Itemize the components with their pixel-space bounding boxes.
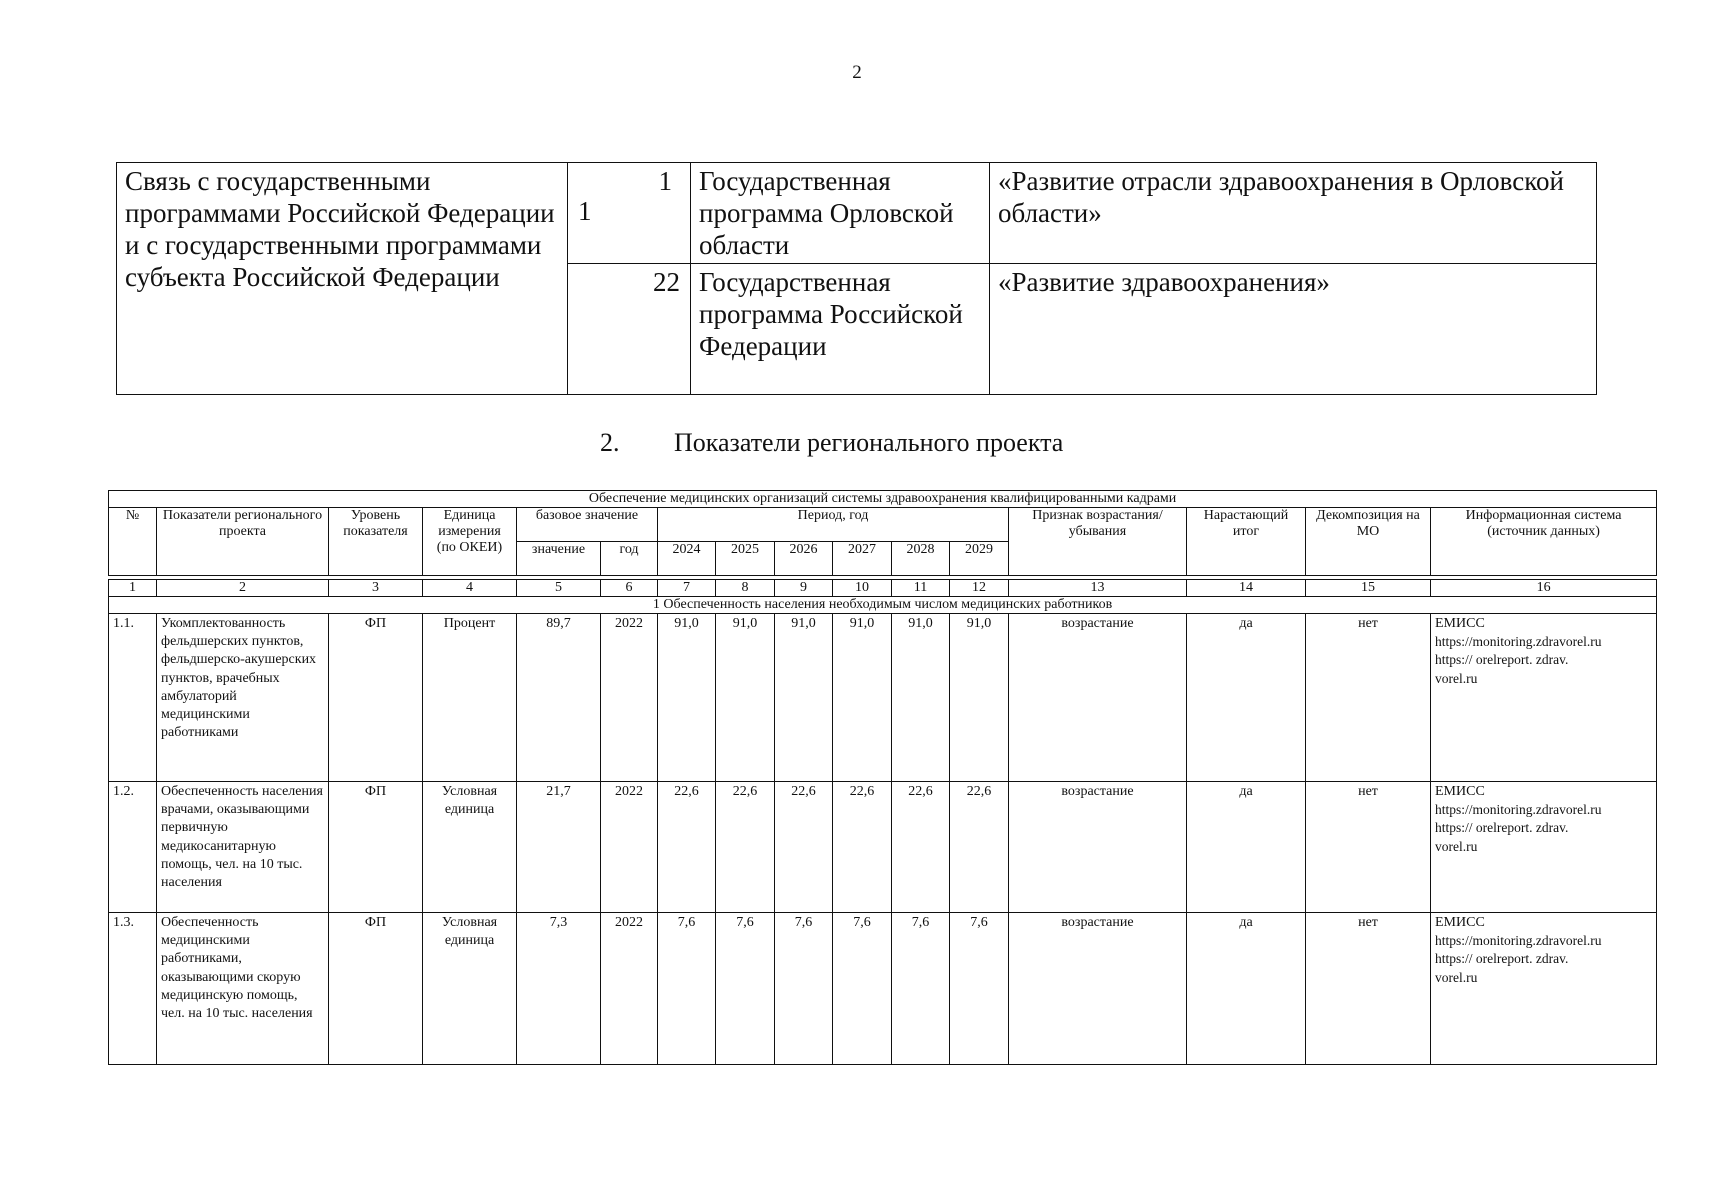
trend: возрастание: [1009, 614, 1187, 782]
header-level: Уровень показателя: [329, 508, 423, 576]
period-value: 7,6: [775, 913, 833, 1065]
indicator-unit: Условная единица: [423, 913, 517, 1065]
header-year: 2024: [658, 542, 716, 576]
row-number: 1.2.: [109, 782, 157, 913]
column-number: 14: [1187, 580, 1306, 597]
header-base: базовое значение: [517, 508, 658, 542]
period-value: 7,6: [892, 913, 950, 1065]
period-value: 91,0: [892, 614, 950, 782]
source-url: https://monitoring.zdravorel.ru: [1435, 634, 1602, 650]
cumulative: да: [1187, 782, 1306, 913]
header-trend: Признак возрастания/убывания: [1009, 508, 1187, 576]
period-value: 22,6: [833, 782, 892, 913]
header-year: 2026: [775, 542, 833, 576]
column-number: 6: [601, 580, 658, 597]
source-url: vorel.ru: [1435, 838, 1478, 854]
period-value: 91,0: [658, 614, 716, 782]
period-value: 91,0: [950, 614, 1009, 782]
row-number: 1.1.: [109, 614, 157, 782]
header-no: №: [109, 508, 157, 576]
program-name: «Развитие здравоохранения»: [990, 264, 1597, 395]
decomposition: нет: [1306, 782, 1431, 913]
column-number: 5: [517, 580, 601, 597]
decomposition: нет: [1306, 913, 1431, 1065]
source-url: https:// orelreport. zdrav.: [1435, 820, 1569, 836]
cumulative: да: [1187, 913, 1306, 1065]
indicator-level: ФП: [329, 782, 423, 913]
indicator-name: Обеспеченность медицинскими работниками, оказывающими скорую медицинскую помощь, чел. на 10 тыс. населения: [157, 913, 329, 1065]
section-heading: [600, 428, 1063, 458]
period-value: 91,0: [716, 614, 775, 782]
period-value: 22,6: [892, 782, 950, 913]
table-row: [109, 913, 1657, 1065]
period-value: 91,0: [833, 614, 892, 782]
base-year: 2022: [601, 782, 658, 913]
source-url: vorel.ru: [1435, 670, 1478, 686]
base-value: 7,3: [517, 913, 601, 1065]
indicator-unit: Условная единица: [423, 782, 517, 913]
header-period: Период, год: [658, 508, 1009, 542]
page-number: 2: [852, 62, 862, 83]
column-number: 8: [716, 580, 775, 597]
row-number: 1.3.: [109, 913, 157, 1065]
header-indicator: Показатели регионального проекта: [157, 508, 329, 576]
program-type: Государственная программа Орловской области: [691, 163, 990, 264]
programs-link-label-cell: [117, 163, 568, 395]
column-number: 1: [109, 580, 157, 597]
source-url: https://monitoring.zdravorel.ru: [1435, 802, 1602, 818]
section-title: Показатели регионального проекта: [674, 428, 1064, 457]
base-year: 2022: [601, 614, 658, 782]
header-unit: Единица измерения (по ОКЕИ): [423, 508, 517, 576]
table-row: [109, 614, 1657, 782]
program-name: «Развитие отрасли здравоохранения в Орловской области»: [990, 163, 1597, 264]
data-source: [1431, 782, 1657, 913]
column-number: 4: [423, 580, 517, 597]
header-year: 2028: [892, 542, 950, 576]
period-value: 91,0: [775, 614, 833, 782]
source-url: https://monitoring.zdravorel.ru: [1435, 933, 1602, 949]
program-number-cell: [568, 163, 691, 264]
period-value: 22,6: [775, 782, 833, 913]
period-value: 7,6: [716, 913, 775, 1065]
cumulative: да: [1187, 614, 1306, 782]
header-year: 2025: [716, 542, 775, 576]
source-system: ЕМИСС: [1435, 616, 1485, 631]
column-number: 10: [833, 580, 892, 597]
header-source: Информационная система (источник данных): [1431, 508, 1657, 576]
task-title: Обеспечение медицинских организаций системы здравоохранения квалифицированными кадрами: [109, 491, 1657, 508]
source-system: ЕМИСС: [1435, 784, 1485, 799]
indicator-level: ФП: [329, 614, 423, 782]
source-url: https:// orelreport. zdrav.: [1435, 951, 1569, 967]
section-number: 2.: [600, 428, 620, 457]
column-number: 15: [1306, 580, 1431, 597]
trend: возрастание: [1009, 913, 1187, 1065]
table-row: [109, 782, 1657, 913]
subsection-title: 1 Обеспеченность населения необходимым числом медицинских работников: [109, 597, 1657, 614]
header-cumulative: Нарастающий итог: [1187, 508, 1306, 576]
program-number: 1: [658, 166, 672, 196]
source-url: https:// orelreport. zdrav.: [1435, 652, 1569, 668]
indicator-level: ФП: [329, 913, 423, 1065]
period-value: 7,6: [833, 913, 892, 1065]
column-number: 16: [1431, 580, 1657, 597]
indicators-table: [108, 490, 1657, 1065]
source-system: ЕМИСС: [1435, 915, 1485, 930]
header-base-year: год: [601, 542, 658, 576]
program-type: Государственная программа Российской Федерации: [691, 264, 990, 395]
header-base-value: значение: [517, 542, 601, 576]
program-number: 22: [568, 264, 691, 395]
base-value: 21,7: [517, 782, 601, 913]
column-number: 2: [157, 580, 329, 597]
column-number: 3: [329, 580, 423, 597]
trend: возрастание: [1009, 782, 1187, 913]
indicator-name: Укомплектованность фельдшерских пунктов, фельдшерско-акушерских пунктов, врачебных амбулаторий медицинскими работниками: [157, 614, 329, 782]
indicator-name: Обеспеченность населения врачами, оказывающими первичную медикосанитарную помощь, чел. на 10 тыс. населения: [157, 782, 329, 913]
data-source: [1431, 614, 1657, 782]
header-year: 2027: [833, 542, 892, 576]
base-year: 2022: [601, 913, 658, 1065]
period-value: 22,6: [716, 782, 775, 913]
decomposition: нет: [1306, 614, 1431, 782]
period-value: 22,6: [658, 782, 716, 913]
base-value: 89,7: [517, 614, 601, 782]
period-value: 7,6: [950, 913, 1009, 1065]
indicator-unit: Процент: [423, 614, 517, 782]
period-value: 7,6: [658, 913, 716, 1065]
column-number: 9: [775, 580, 833, 597]
period-value: 22,6: [950, 782, 1009, 913]
column-number: 13: [1009, 580, 1187, 597]
programs-link-label: Связь с государственными программами Российской Федерации и с государственными программами субъекта Российской Федерации: [125, 166, 555, 292]
column-number: 11: [892, 580, 950, 597]
header-year: 2029: [950, 542, 1009, 576]
program-group-number: 1: [578, 196, 592, 226]
source-url: vorel.ru: [1435, 969, 1478, 985]
column-number: 7: [658, 580, 716, 597]
programs-link-table: [116, 162, 1597, 395]
header-decomposition: Декомпозиция на МО: [1306, 508, 1431, 576]
column-number: 12: [950, 580, 1009, 597]
data-source: [1431, 913, 1657, 1065]
